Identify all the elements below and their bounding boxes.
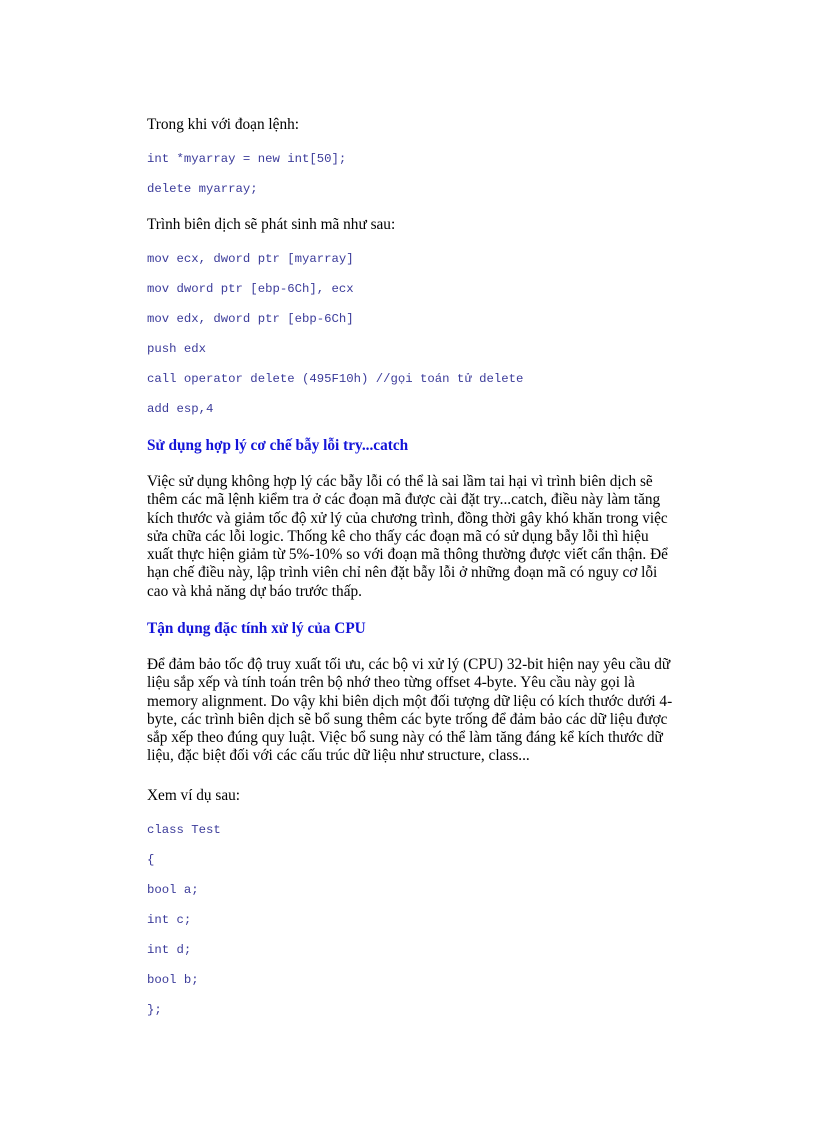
code-line: }; (147, 1003, 162, 1017)
paragraph-line: sắp xếp theo đúng quy luật. Việc bổ sung này có thể làm tăng đáng kể kích thước dữ (147, 729, 663, 747)
code-line: mov edx, dword ptr [ebp-6Ch] (147, 312, 354, 326)
paragraph-line: liệu, đặc biệt đối với các cấu trúc dữ liệu như structure, class... (147, 747, 530, 765)
compiler-text: Trình biên dịch sẽ phát sinh mã như sau: (147, 216, 396, 233)
intro-text: Trong khi với đoạn lệnh: (147, 116, 299, 133)
code-line: bool b; (147, 973, 199, 987)
code-line: delete myarray; (147, 182, 258, 196)
paragraph-line: Để đảm bảo tốc độ truy xuất tối ưu, các bộ vi xử lý (CPU) 32-bit hiện nay yêu cầu dữ (147, 656, 671, 673)
paragraph-line: hạn chế điều này, lập trình viên chỉ nên đặt bẫy lỗi ở những đoạn mã có nguy cơ lỗi (147, 564, 658, 582)
code-line: mov dword ptr [ebp-6Ch], ecx (147, 282, 354, 296)
paragraph-line: memory alignment. Do vậy khi biên dịch một đối tượng dữ liệu có kích thước dưới 4- (147, 692, 673, 710)
code-line: int d; (147, 943, 192, 957)
example-text: Xem ví dụ sau: (147, 787, 241, 804)
code-line: call operator delete (495F10h) //gọi toán tử delete (147, 372, 524, 386)
code-line: push edx (147, 342, 207, 356)
paragraph-line: xuất thực hiện giảm từ 5%-10% so với đoạn mã thông thường được viết cẩn thận. Để (147, 546, 668, 564)
paragraph-line: cao và khả năng dự báo trước thấp. (147, 582, 362, 600)
section-heading-cpu: Tận dụng đặc tính xử lý của CPU (147, 620, 366, 637)
section-paragraph-cpu (147, 656, 673, 766)
paragraph-line: sửa chữa các lỗi logic. Thống kê cho thấy các đoạn mã có sử dụng bẫy lỗi thì hiệu (147, 527, 649, 545)
paragraph-line: byte, các trình biên dịch sẽ bổ sung thêm các byte trống để đảm bảo các dữ liệu được (147, 710, 668, 728)
paragraph-line: liệu sắp xếp và tính toán trên bộ nhớ theo từng offset 4-byte. Yêu cầu này gọi là (147, 674, 635, 692)
section-paragraph-try-catch (147, 473, 667, 601)
code-line: add esp,4 (147, 402, 214, 416)
code-line: int *myarray = new int[50]; (147, 152, 347, 166)
code-line: mov ecx, dword ptr [myarray] (147, 252, 354, 266)
code-line: bool a; (147, 883, 199, 897)
code-line: int c; (147, 913, 192, 927)
section-heading-try-catch: Sử dụng hợp lý cơ chế bẫy lỗi try...catch (147, 437, 409, 454)
code-line: { (147, 853, 155, 867)
paragraph-line: thêm các mã lệnh kiểm tra ở các đoạn mã được cài đặt try...catch, điều này làm tăng (147, 491, 661, 509)
paragraph-line: kích thước và giảm tốc độ xử lý của chương trình, đồng thời gây khó khăn trong việc (147, 509, 668, 527)
code-line: class Test (147, 823, 221, 837)
paragraph-line: Việc sử dụng không hợp lý các bẫy lỗi có thể là sai lầm tai hại vì trình biên dịch sẽ (147, 473, 653, 490)
